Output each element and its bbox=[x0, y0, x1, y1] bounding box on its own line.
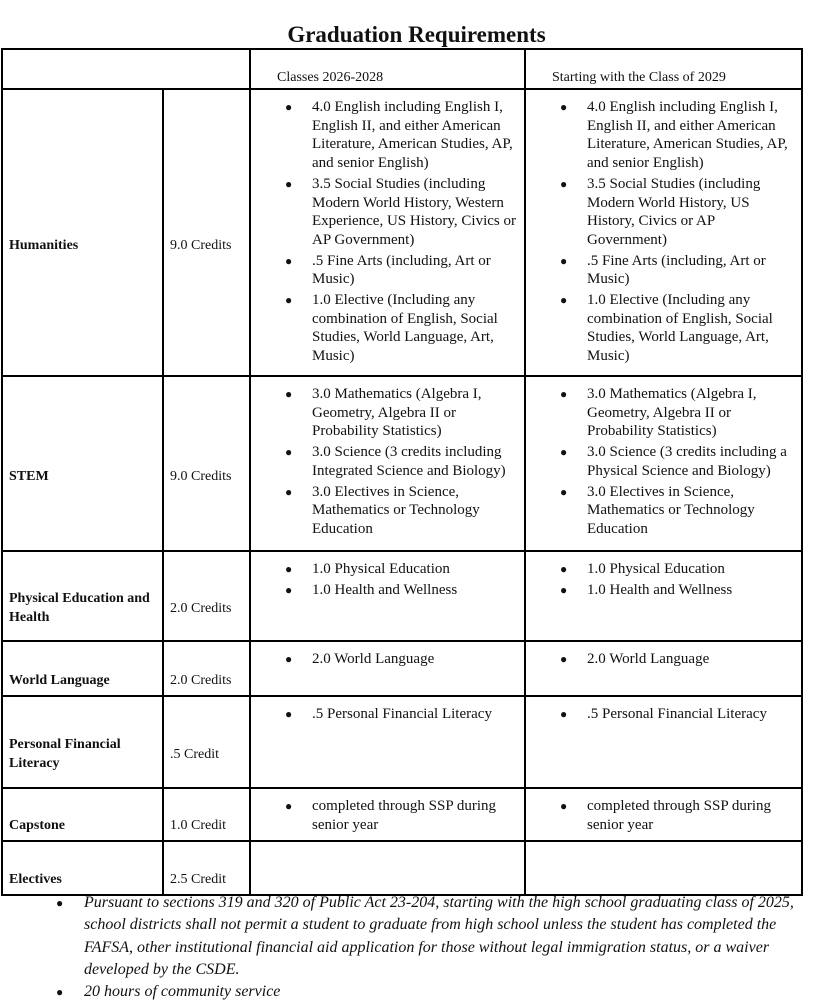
list-item: ● 1.0 Physical Education bbox=[251, 560, 518, 579]
credits-label: 2.0 Credits bbox=[170, 600, 232, 616]
footnotes bbox=[56, 892, 801, 1003]
list-item: ● completed through SSP during senior year bbox=[526, 797, 795, 834]
list-item: ● 3.5 Social Studies (including Modern World History, US History, Civics or AP Government) bbox=[526, 175, 795, 250]
header-blank-cell bbox=[2, 49, 250, 89]
cell-humanities-2029 bbox=[525, 89, 802, 376]
header-cell-classes-2026-2028 bbox=[250, 49, 525, 89]
cell-physical-education-2026-2028 bbox=[250, 551, 525, 641]
category-label: Physical Education and Health bbox=[9, 591, 150, 625]
table-row-physical-education bbox=[2, 551, 802, 641]
credits-label: .5 Credit bbox=[170, 746, 219, 762]
table-row-humanities bbox=[2, 89, 802, 376]
list-item: ● 3.0 Electives in Science, Mathematics or Technology Education bbox=[251, 483, 518, 539]
cell-electives-2026-2028 bbox=[250, 841, 525, 895]
list-item: ● .5 Fine Arts (including, Art or Music) bbox=[526, 252, 795, 289]
category-humanities bbox=[2, 89, 163, 376]
column-header-2026-2028: Classes 2026-2028 bbox=[277, 70, 384, 86]
column-header-2029: Starting with the Class of 2029 bbox=[552, 70, 726, 86]
category-label: Capstone bbox=[9, 818, 66, 834]
category-physical-education bbox=[2, 551, 163, 641]
cell-electives-2029 bbox=[525, 841, 802, 895]
list-item: ● 3.0 Science (3 credits including Integrated Science and Biology) bbox=[251, 443, 518, 480]
category-label: World Language bbox=[9, 673, 110, 689]
list-item: ● 4.0 English including English I, English II, and either American Literature, American Studies, AP, and senior English) bbox=[526, 98, 795, 173]
credits-stem bbox=[163, 376, 250, 551]
category-label: Electives bbox=[9, 872, 62, 888]
page-title: Graduation Requirements bbox=[287, 22, 546, 47]
cell-humanities-2026-2028 bbox=[250, 89, 525, 376]
list-item: ● 2.0 World Language bbox=[526, 650, 795, 669]
list-item: ● .5 Personal Financial Literacy bbox=[526, 705, 795, 724]
credits-label: 2.5 Credit bbox=[170, 872, 226, 888]
category-personal-financial-literacy bbox=[2, 696, 163, 788]
list-item: ● 3.0 Mathematics (Algebra I, Geometry, Algebra II or Probability Statistics) bbox=[526, 385, 795, 441]
cell-personal-financial-literacy-2026-2028 bbox=[250, 696, 525, 788]
list-item: ● 1.0 Physical Education bbox=[526, 560, 795, 579]
credits-capstone bbox=[163, 788, 250, 841]
credits-label: 9.0 Credits bbox=[170, 469, 232, 485]
list-item: ● 1.0 Elective (Including any combination of English, Social Studies, World Language, Art, Music) bbox=[526, 291, 795, 366]
cell-world-language-2029 bbox=[525, 641, 802, 696]
cell-stem-2029 bbox=[525, 376, 802, 551]
category-world-language bbox=[2, 641, 163, 696]
list-item: ● 3.0 Electives in Science, Mathematics or Technology Education bbox=[526, 483, 795, 539]
footnote-fafsa: ● Pursuant to sections 319 and 320 of Public Act 23-204, starting with the high school graduating class of 2025, school districts shall not permit a student to graduate from high school unless the student has completed the FAFSA, other institutional financial aid application for those without legal immigration status, or a waiver developed by the CSDE. bbox=[56, 892, 801, 981]
table-row-electives bbox=[2, 841, 802, 895]
list-item: ● .5 Personal Financial Literacy bbox=[251, 705, 518, 724]
list-item: ● 1.0 Health and Wellness bbox=[526, 581, 795, 600]
list-item: ● 1.0 Health and Wellness bbox=[251, 581, 518, 600]
list-item: ● 3.5 Social Studies (including Modern World History, Western Experience, US History, Civics or AP Government) bbox=[251, 175, 518, 250]
credits-electives bbox=[163, 841, 250, 895]
category-stem bbox=[2, 376, 163, 551]
list-item: ● .5 Fine Arts (including, Art or Music) bbox=[251, 252, 518, 289]
list-item: ● 1.0 Elective (Including any combination of English, Social Studies, World Language, Art, Music) bbox=[251, 291, 518, 366]
credits-personal-financial-literacy bbox=[163, 696, 250, 788]
credits-label: 1.0 Credit bbox=[170, 818, 226, 834]
footnote-community-service: ● 20 hours of community service bbox=[56, 981, 801, 1003]
category-capstone bbox=[2, 788, 163, 841]
credits-world-language bbox=[163, 641, 250, 696]
list-item: ● 3.0 Mathematics (Algebra I, Geometry, Algebra II or Probability Statistics) bbox=[251, 385, 518, 441]
category-electives bbox=[2, 841, 163, 895]
cell-capstone-2029 bbox=[525, 788, 802, 841]
requirements-table bbox=[1, 48, 803, 896]
credits-label: 2.0 Credits bbox=[170, 673, 232, 689]
cell-personal-financial-literacy-2029 bbox=[525, 696, 802, 788]
table-row-world-language bbox=[2, 641, 802, 696]
list-item: ● 2.0 World Language bbox=[251, 650, 518, 669]
table-row-stem bbox=[2, 376, 802, 551]
category-label: Personal Financial Literacy bbox=[9, 737, 121, 771]
table-row-capstone bbox=[2, 788, 802, 841]
header-row bbox=[2, 49, 802, 89]
category-label: Humanities bbox=[9, 238, 79, 254]
list-item: ● 3.0 Science (3 credits including a Physical Science and Biology) bbox=[526, 443, 795, 480]
cell-capstone-2026-2028 bbox=[250, 788, 525, 841]
credits-humanities bbox=[163, 89, 250, 376]
cell-stem-2026-2028 bbox=[250, 376, 525, 551]
credits-label: 9.0 Credits bbox=[170, 238, 232, 254]
cell-world-language-2026-2028 bbox=[250, 641, 525, 696]
credits-physical-education bbox=[163, 551, 250, 641]
cell-physical-education-2029 bbox=[525, 551, 802, 641]
category-label: STEM bbox=[9, 469, 49, 485]
list-item: ● completed through SSP during senior year bbox=[251, 797, 518, 834]
header-cell-class-of-2029 bbox=[525, 49, 802, 89]
table-row-personal-financial-literacy bbox=[2, 696, 802, 788]
list-item: ● 4.0 English including English I, English II, and either American Literature, American Studies, AP, and senior English) bbox=[251, 98, 518, 173]
